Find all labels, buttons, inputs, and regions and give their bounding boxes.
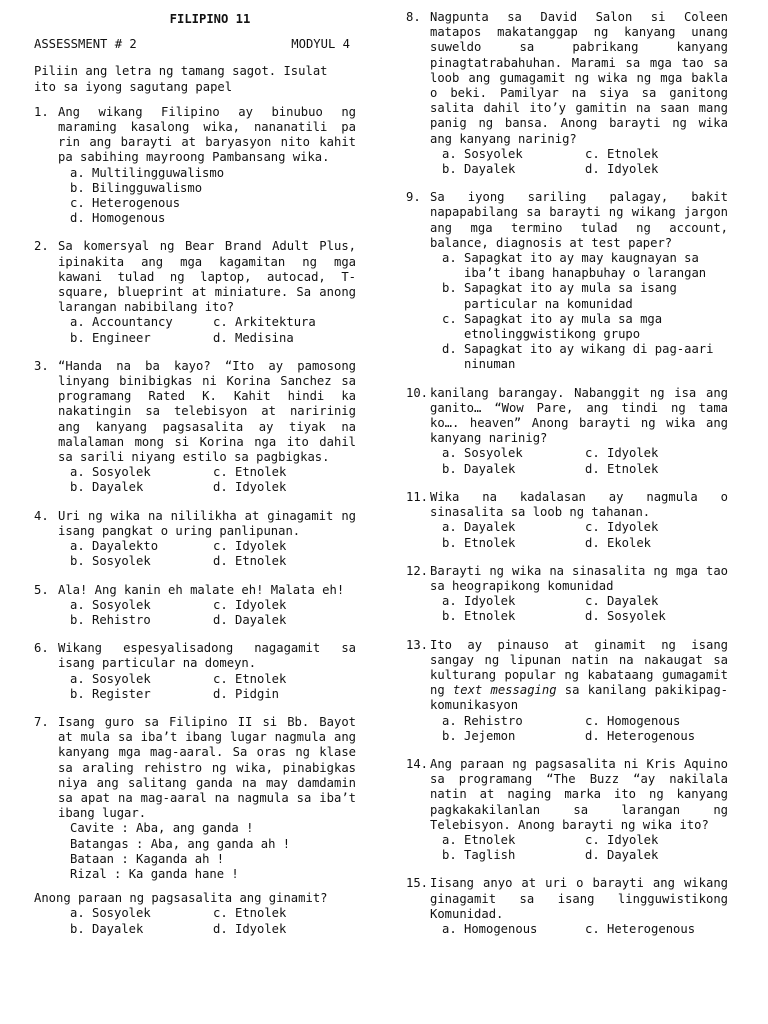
option-letter: c. <box>213 597 228 612</box>
question-6 <box>34 641 356 702</box>
option <box>585 609 728 624</box>
option-text: Etnolek <box>607 461 659 476</box>
option-letter: d. <box>585 162 600 177</box>
options-grid <box>430 520 728 550</box>
option-letter: a. <box>442 713 457 728</box>
option-text: Sosyolek <box>464 446 523 461</box>
option-letter: d. <box>213 612 228 627</box>
option <box>585 714 728 729</box>
question-number: 9. <box>406 190 421 205</box>
option-text: Sosyolek <box>92 906 151 921</box>
question-3 <box>34 359 356 496</box>
options-grid <box>430 714 728 744</box>
option-text: Dayalek <box>92 921 144 936</box>
option-text: Idyolek <box>235 480 287 495</box>
option-letter: c. <box>213 671 228 686</box>
option <box>70 922 213 937</box>
option <box>585 462 728 477</box>
question-body <box>58 715 356 882</box>
option <box>442 714 585 729</box>
question-number: 4. <box>34 508 49 523</box>
question-stem: Uri ng wika na nililikha at ginagamit ng isang pangkat o uring panlipunan. <box>58 508 356 538</box>
option <box>442 848 585 863</box>
option <box>213 687 356 702</box>
question-stem: “Handa na ba kayo? “Ito ay pamosong linyang binibigkas ni Korina Sanchez sa programang Rated K. Kahit hindi ka nakatingin sa telebisyon at naririnig ang kanyang pagsasalita ay tiyak na malalaman mong si Korina nga ito dahil sa sarili niyang estilo sa pagbigkas. <box>58 358 356 465</box>
option-letter: d. <box>585 609 600 624</box>
option-text: Homogenous <box>464 921 538 936</box>
question-stem: Nagpunta sa David Salon si Coleen matapos makatanggap ng kanyang unang suweldo sa pabrikang kanyang pinagtatrabahuhan. Marami sa mga tao sa loob ang gumagamit ng wika ng mga bakla o beki. Pamilyar na siya sa ganitong salita dahil ito’y gamitin na saan mang panig ng bansa. Anong barayti ng wika ang kanyang narinig? <box>430 10 728 146</box>
option <box>442 462 585 477</box>
question-body <box>430 490 728 551</box>
option-text: Etnolek <box>464 832 516 847</box>
option-text: Ekolek <box>607 535 652 550</box>
option <box>213 598 356 613</box>
option-letter: d. <box>70 211 85 226</box>
option-text: Sosyolek <box>92 671 151 686</box>
right-column <box>406 10 728 950</box>
question-1 <box>34 105 356 227</box>
question-stem: Ang wikang Filipino ay binubuo ng maraming kasalong wika, nananatili pa rin ang barayti at baryasyon nito kahit pa sabihing mayroong Pambansang wika. <box>58 104 356 165</box>
dialogue-block <box>58 821 356 882</box>
option-text: Arkitektura <box>235 315 316 330</box>
option-text: Dayalek <box>464 520 516 535</box>
dialogue-line: Batangas : Aba, ang ganda ah ! <box>70 836 291 851</box>
option-text: Etnolek <box>235 465 287 480</box>
question-number: 13. <box>406 637 429 652</box>
option <box>70 906 213 921</box>
option-letter: d. <box>585 461 600 476</box>
question-number: 11. <box>406 489 429 504</box>
option-letter: a. <box>442 594 457 609</box>
options-grid <box>58 598 356 628</box>
option-text: Rehistro <box>464 713 523 728</box>
option-letter: c. <box>585 446 600 461</box>
option-letter: b. <box>70 921 85 936</box>
option <box>70 211 356 226</box>
question-number: 10. <box>406 385 429 400</box>
option <box>213 554 356 569</box>
option-letter: d. <box>213 480 228 495</box>
option-letter: d. <box>585 728 600 743</box>
option <box>70 181 356 196</box>
question-body <box>58 583 356 629</box>
option <box>70 465 213 480</box>
question-body <box>58 509 356 570</box>
option <box>70 166 356 181</box>
left-column <box>34 10 356 937</box>
option-letter: c. <box>585 921 600 936</box>
option-letter: b. <box>442 535 457 550</box>
option-text: Etnolek <box>607 146 659 161</box>
option-letter: b. <box>70 554 85 569</box>
question-stem: Iisang anyo at uri o barayti ang wikang ginagamit sa isang lingguwistikong Komunidad. <box>430 876 728 921</box>
question-stem: Barayti ng wika na sinasalita ng mga tao sa heograpikong komunidad <box>430 563 728 593</box>
option <box>442 147 585 162</box>
option-letter: a. <box>442 520 457 535</box>
option <box>585 729 728 744</box>
question-9 <box>406 190 728 372</box>
options-grid <box>430 833 728 863</box>
option <box>585 446 728 461</box>
option <box>70 331 213 346</box>
option <box>442 312 728 342</box>
option-letter: c. <box>213 315 228 330</box>
option-letter: b. <box>442 609 457 624</box>
option-letter: d. <box>585 535 600 550</box>
options-grid <box>58 672 356 702</box>
option <box>442 536 585 551</box>
option-text: Etnolek <box>235 906 287 921</box>
option-text: Homogenous <box>607 713 681 728</box>
option <box>70 196 356 211</box>
option-letter: c. <box>442 311 457 326</box>
question-number: 1. <box>34 104 49 119</box>
option-text: Sapagkat ito ay mula sa mga etnolinggwistikong grupo <box>464 311 663 342</box>
options-grid <box>58 315 356 345</box>
option-text: Dayalek <box>464 461 516 476</box>
option-text: Sapagkat ito ay wikang di pag-aari ninuman <box>464 342 714 372</box>
option-letter: c. <box>585 832 600 847</box>
option-text: Dayalek <box>235 612 287 627</box>
options-grid <box>34 906 356 936</box>
option-text: Homogenous <box>92 211 166 226</box>
option-letter: b. <box>70 480 85 495</box>
option-letter: a. <box>70 539 85 554</box>
option-letter: c. <box>213 906 228 921</box>
options-list <box>430 251 728 373</box>
option-text: Dayalek <box>464 162 516 177</box>
option-letter: b. <box>442 461 457 476</box>
option <box>70 613 213 628</box>
option-text: Idyolek <box>607 832 659 847</box>
option-letter: a. <box>70 465 85 480</box>
option-text: Dayalekto <box>92 539 159 554</box>
option <box>442 833 585 848</box>
option <box>213 315 356 330</box>
option-text: Idyolek <box>464 594 516 609</box>
options-list <box>58 166 356 227</box>
option <box>585 833 728 848</box>
option-letter: d. <box>213 554 228 569</box>
question-12 <box>406 564 728 625</box>
option-letter: b. <box>442 281 457 296</box>
option-letter: c. <box>213 539 228 554</box>
option <box>442 729 585 744</box>
follow-up-question: Anong paraan ng pagsasalita ang ginamit? <box>34 891 328 906</box>
question-body <box>58 105 356 227</box>
question-7 <box>34 715 356 882</box>
option-text: Dayalek <box>607 594 659 609</box>
option-text: Idyolek <box>235 539 287 554</box>
option-letter: c. <box>585 713 600 728</box>
question-stem: Sa komersyal ng Bear Brand Adult Plus, ipinakita ang mga kagamitan ng mga kawani tulad ng laptop, autocad, T-square, blueprint at miniature. Sa anong larangan nabibilang ito? <box>58 239 356 315</box>
question-stem: Ala! Ang kanin eh malate eh! Malata eh! <box>58 582 345 597</box>
option <box>585 520 728 535</box>
question-stem: kanilang barangay. Nabanggit ng isa ang ganito… “Wow Pare, ang tindi ng tama ko…. heaven” Anong barayti ng wika ang kanyang narinig? <box>430 385 728 446</box>
option <box>442 520 585 535</box>
option <box>585 147 728 162</box>
option-text: Etnolek <box>235 554 287 569</box>
question-number: 2. <box>34 239 49 254</box>
option <box>213 480 356 495</box>
question-body <box>430 190 728 372</box>
option <box>213 922 356 937</box>
dialogue-line: Rizal : Ka ganda hane ! <box>70 866 239 881</box>
question-8 <box>406 10 728 177</box>
page-title: FILIPINO 11 <box>169 12 251 26</box>
question-number: 12. <box>406 563 429 578</box>
option <box>442 251 728 281</box>
options-grid <box>58 465 356 495</box>
option-letter: b. <box>70 612 85 627</box>
question-body <box>58 359 356 496</box>
option-letter: a. <box>70 671 85 686</box>
option <box>70 554 213 569</box>
option <box>70 315 213 330</box>
options-grid <box>430 446 728 476</box>
option <box>442 922 585 937</box>
option-text: Accountancy <box>92 315 173 330</box>
option-letter: d. <box>585 848 600 863</box>
question-number: 3. <box>34 358 49 373</box>
question-14 <box>406 757 728 863</box>
option-text: Idyolek <box>607 162 659 177</box>
option-text: Heterogenous <box>607 728 696 743</box>
option-letter: b. <box>442 162 457 177</box>
stem-text: sa kanilang pakikipag-komunikasyon <box>430 683 728 713</box>
assessment-header <box>34 37 356 52</box>
option-text: Sosyolek <box>92 554 151 569</box>
question-10 <box>406 386 728 477</box>
option <box>213 613 356 628</box>
question-number: 6. <box>34 641 49 656</box>
question-stem: Isang guro sa Filipino II si Bb. Bayot at mula sa iba’t ibang lugar nagmula ang kanyang mga mag-aaral. Sa oras ng klase sa araling rehistro ng wika, pinabigkas niya ang salitang ganda na may damdamin sa apat na mag-aaral na nagmula sa iba’t ibang lugar. <box>58 714 356 821</box>
option-text: Rehistro <box>92 612 151 627</box>
option-letter: b. <box>442 848 457 863</box>
option-text: Idyolek <box>607 446 659 461</box>
question-number: 14. <box>406 756 429 771</box>
question-15 <box>406 876 728 937</box>
option-letter: c. <box>213 465 228 480</box>
option-letter: d. <box>213 921 228 936</box>
option-letter: a. <box>442 146 457 161</box>
option-letter: a. <box>442 921 457 936</box>
question-13 <box>406 638 728 744</box>
option-text: Etnolek <box>464 609 516 624</box>
option-letter: d. <box>442 342 457 357</box>
question-stem: Wika na kadalasan ay nagmula o sinasalita sa loob ng tahanan. <box>430 489 728 520</box>
question-number: 15. <box>406 876 429 891</box>
option-text: Bilingguwalismo <box>92 180 203 195</box>
option <box>213 331 356 346</box>
instructions: Piliin ang letra ng tamang sagot. Isulat ito sa iyong sagutang papel <box>34 64 328 94</box>
option <box>585 922 728 937</box>
option-letter: d. <box>213 330 228 345</box>
option-letter: c. <box>70 196 85 211</box>
option-letter: d. <box>213 686 228 701</box>
option-letter: b. <box>70 686 85 701</box>
option <box>70 539 213 554</box>
stem-emphasis: text messaging <box>452 683 557 698</box>
option-text: Sapagkat ito ay mula sa isang particular na komunidad <box>464 281 677 311</box>
option-letter: c. <box>585 520 600 535</box>
option-letter: a. <box>442 251 457 266</box>
option-letter: a. <box>70 906 85 921</box>
question-body <box>430 876 728 937</box>
option-text: Sosyolek <box>607 609 666 624</box>
option <box>213 672 356 687</box>
option-text: Register <box>92 686 151 701</box>
options-grid <box>58 539 356 569</box>
option <box>585 162 728 177</box>
option <box>213 539 356 554</box>
options-grid <box>430 922 728 937</box>
question-11 <box>406 490 728 551</box>
option-text: Heterogenous <box>92 196 181 211</box>
option <box>442 446 585 461</box>
dialogue-line: Bataan : Kaganda ah ! <box>70 851 225 866</box>
option <box>442 162 585 177</box>
question-stem <box>430 638 728 714</box>
option-letter: a. <box>442 832 457 847</box>
option-letter: a. <box>70 165 85 180</box>
question-body <box>430 386 728 477</box>
question-number: 5. <box>34 582 49 597</box>
module-label: MODYUL 4 <box>291 37 350 52</box>
question-stem: Ang paraan ng pagsasalita ni Kris Aquino sa programang “The Buzz “ay nakilala natin at naging marka ito ng kanyang pagkakakilanlan sa larangan ng Telebisyon. Anong barayti ng wika ito? <box>430 756 728 832</box>
option <box>442 594 585 609</box>
option <box>585 848 728 863</box>
options-grid <box>430 594 728 624</box>
option <box>213 465 356 480</box>
option-text: Heterogenous <box>607 921 696 936</box>
option <box>213 906 356 921</box>
question-stem: Wikang espesyalisadong nagagamit sa isang particular na domeyn. <box>58 641 356 671</box>
option-letter: a. <box>70 315 85 330</box>
option <box>442 281 728 311</box>
question-body <box>430 564 728 625</box>
option-text: Sapagkat ito ay may kaugnayan sa iba’t ibang hanapbuhay o larangan <box>464 251 707 281</box>
option-text: Engineer <box>92 330 151 345</box>
option-text: Idyolek <box>607 520 659 535</box>
question-5 <box>34 583 356 629</box>
question-body <box>58 641 356 702</box>
option-text: Jejemon <box>464 728 516 743</box>
option-letter: a. <box>442 446 457 461</box>
option-text: Medisina <box>235 330 294 345</box>
option-text: Sosyolek <box>464 146 523 161</box>
question-body <box>430 10 728 177</box>
option <box>585 594 728 609</box>
option <box>70 480 213 495</box>
question-2 <box>34 239 356 345</box>
option-letter: b. <box>70 180 85 195</box>
option <box>442 342 728 372</box>
assessment-label: ASSESSMENT # 2 <box>34 37 137 52</box>
option-letter: c. <box>585 146 600 161</box>
option <box>585 536 728 551</box>
question-4 <box>34 509 356 570</box>
option-text: Sosyolek <box>92 597 151 612</box>
option-letter: c. <box>585 594 600 609</box>
question-body <box>430 638 728 744</box>
option-text: Pidgin <box>235 686 280 701</box>
option-text: Etnolek <box>464 535 516 550</box>
option <box>70 672 213 687</box>
option-text: Etnolek <box>235 671 287 686</box>
option-text: Idyolek <box>235 597 287 612</box>
question-body <box>58 239 356 345</box>
option <box>70 687 213 702</box>
question-number: 8. <box>406 10 421 24</box>
option-text: Dayalek <box>92 480 144 495</box>
option-letter: a. <box>70 597 85 612</box>
option <box>442 609 585 624</box>
option-text: Sosyolek <box>92 465 151 480</box>
options-grid <box>430 147 728 177</box>
option-text: Taglish <box>464 848 516 863</box>
stem-text: Ito ay pinauso at ginamit ng isang sangay ng lipunan natin na nakaugat sa kulturang popular ng kabataang gumagamit ng <box>430 637 728 698</box>
option-text: Idyolek <box>235 921 287 936</box>
question-stem: Sa iyong sariling palagay, bakit napapabilang sa barayti ng wikang jargon ang mga termino tulad ng account, balance, diagnosis at test paper? <box>430 190 728 250</box>
option-letter: b. <box>442 728 457 743</box>
option <box>70 598 213 613</box>
option-letter: b. <box>70 330 85 345</box>
option-text: Dayalek <box>607 848 659 863</box>
question-body <box>430 757 728 863</box>
option-text: Multilingguwalismo <box>92 165 225 180</box>
question-number: 7. <box>34 714 49 729</box>
dialogue-line: Cavite : Aba, ang ganda ! <box>70 821 254 836</box>
